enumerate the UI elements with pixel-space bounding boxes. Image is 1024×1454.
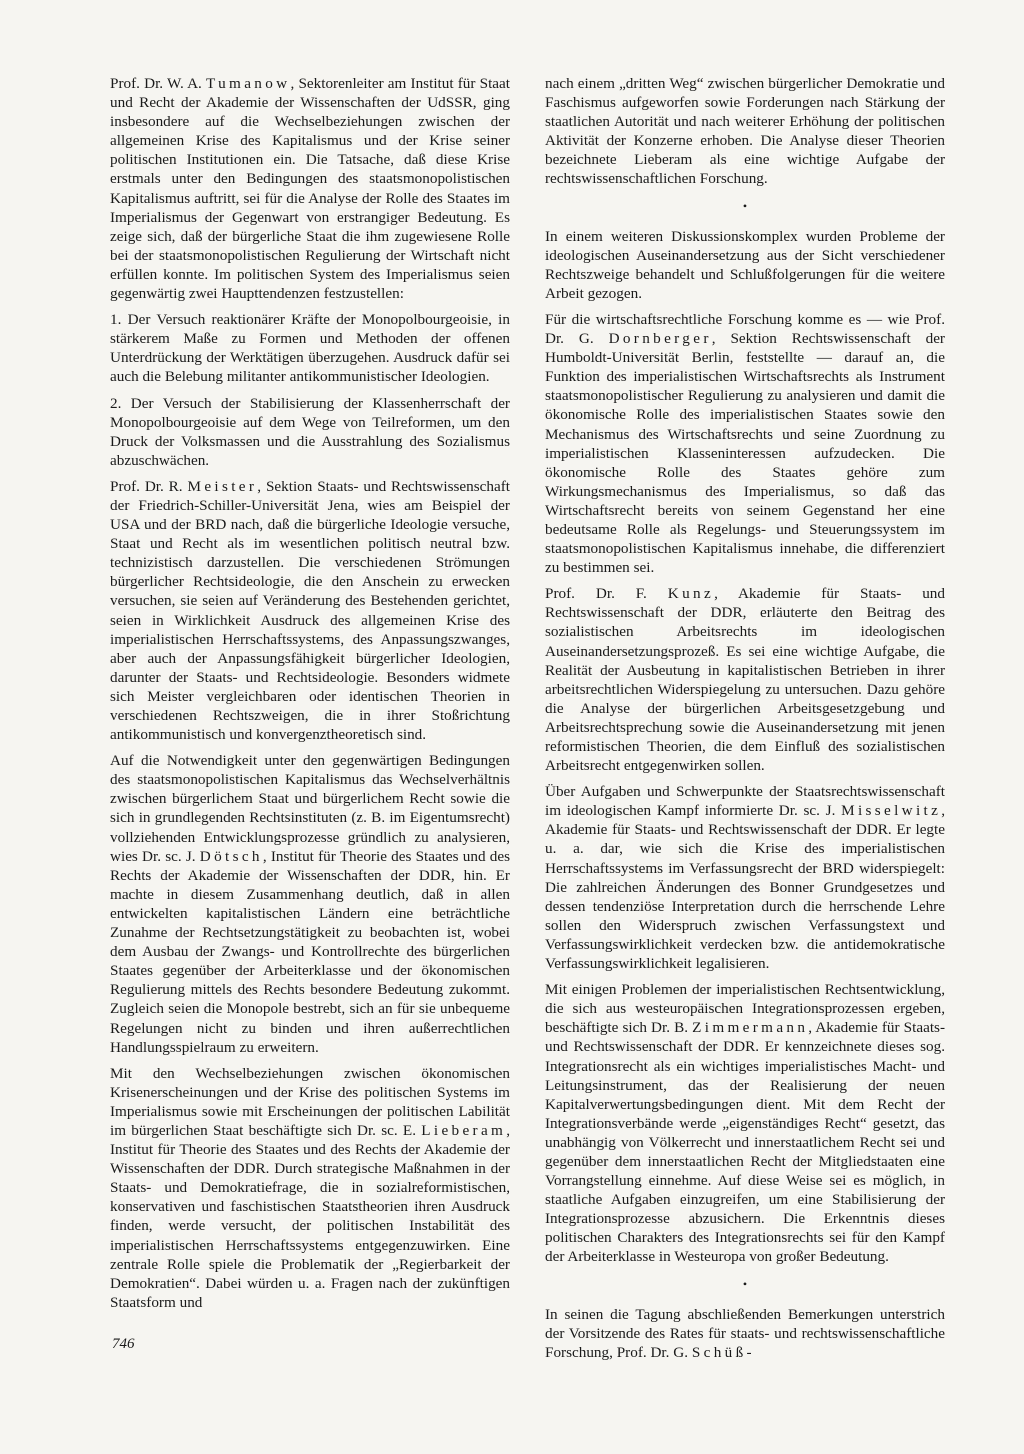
speaker-name: Dornberger bbox=[608, 330, 712, 348]
speaker-name: Meister bbox=[187, 477, 258, 495]
paragraph-kunz: Prof. Dr. F. Kunz, Akademie für Staats- und Rechtswissenschaft der DDR, erläuterte den Beitrag des sozialistischen Arbeitsrechts im ideologischen Auseinandersetzungsprozeß. Es sei eine wichtige Aufgabe, die Realität der Ausbeutung in kapitalistischen Betrieben in ihrer arbeitsrechtlichen Widerspiegelung zu untersuchen. Dazu gehöre die Analyse der bürgerlichen Arbeitsgesetzgebung und Arbeitsrechtsprechung sowie die Auseinandersetzung mit jenen reformistischen Theorien, die dem Einfluß des sozialistischen Arbeitsrecht entgegenwirken sollen. bbox=[545, 585, 945, 775]
speaker-name: Zimmermann bbox=[692, 1019, 809, 1037]
paragraph-misselwitz: Über Aufgaben und Schwerpunkte der Staatsrechtswissenschaft im ideologischen Kampf informierte Dr. sc. J. Misselwitz, Akademie für Staats- und Rechtswissenschaft der DDR. Er legte u. a. dar, wie sich die Krise des imperialistischen Herrschaftssystems im Verfassungsrecht der BRD widerspiegelt: Die zahlreichen Änderungen des Bonner Grundgesetzes und dessen tendenziöse Interpretation durch die herrschende Lehre sollen den Widerspruch zwischen Verfassungstext und Verfassungswirklichkeit verdecken bzw. die antidemokratische Verfassungswirklichkeit legalisieren. bbox=[545, 783, 945, 973]
section-separator: • bbox=[742, 1276, 748, 1291]
paragraph-lieberam: Mit den Wechselbeziehungen zwischen ökonomischen Krisenerscheinungen und der Krise des politischen Systems im Imperialismus sowie mit Erscheinungen der politischen Labilität im bürgerlichen Staat beschäftigte sich Dr. sc. E. Lieberam, Institut für Theorie des Staates und des Rechts der Akademie der Wissenschaften der DDR. Durch strategische Maßnahmen in der Staats- und Demokratiefrage, die in sozialreformistischen, konservativen und faschistischen Staatstheorien ihren Ausdruck finden, werde versucht, der politischen Instabilität des imperialistischen Herrschaftssystems entgegenzuwirken. Eine zentrale Rolle spiele die Problematik der „Regierbarkeit der Demokratien“. Dabei würden u. a. Fragen nach der zukünftigen Staatsform und bbox=[110, 1064, 510, 1311]
paragraph-tumanow: Prof. Dr. W. A. Tumanow, Sektorenleiter am Institut für Staat und Recht der Akademie der Wissenschaften der UdSSR, ging insbesondere auf die Wechselbeziehungen zwischen der allgemeinen Krise des Kapitalismus und der Krise seiner politischen Institutionen ein. Die Tatsache, daß diese Krise erstmals unter den Bedingungen des staatsmonopolistischen Kapitalismus auftritt, sei für die Analyse der Rolle des Staates im Imperialismus der Gegenwart von erstrangiger Bedeutung. Es zeige sich, daß der bürgerliche Staat die ihm zugewiesene Rolle bei der staatsmonopolistischen Regulierung der Wirtschaft nicht erfüllen konnte. Im politischen System des Imperialismus seien gegenwärtig zwei Haupttendenzen festzustellen: bbox=[110, 75, 510, 303]
paragraph-dornberger: Für die wirtschaftsrechtliche Forschung komme es — wie Prof. Dr. G. Dornberger, Sektion Rechtswissenschaft der Humboldt-Universität Berlin, feststellte — darauf an, die Funktion des imperialistischen Wirtschaftsrechts als Instrument staatsmonopolistischer Regulierung zu analysieren und damit die ökonomische Rolle des imperialistischen Staates sowie den Mechanismus des Wirtschaftsrechts und seine Zuordnung zu imperialistischen Klasseninteressen aufzudecken. Die ökonomische Rolle des Staates gehöre zum Wirkungsmechanismus des Imperialismus, so daß das Wirtschaftsrecht bereits von seinem Gegenstand her eine bedeutsame Rolle als Regelungs- und Steuerungssystem im staatsmonopolistischen Kapitalismus innehabe, die differenziert zu bestimmen sei. bbox=[545, 310, 945, 577]
speaker-name: Lieberam bbox=[421, 1121, 507, 1139]
paragraph-zimmermann: Mit einigen Problemen der imperialistischen Rechtsentwicklung, die sich aus westeuropäischen Integrationsprozessen ergeben, beschäftigte sich Dr. B. Zimmermann, Akademie für Staats- und Rechtswissenschaft der DDR. Er kennzeichnete dieses sog. Integrationsrecht als ein wichtiges imperialistisches Macht- und Leitungsinstrument, das der Realisierung der neuen Kapitalverwertungsbedingungen dient. Mit dem Recht der Integrationsverbände werde „eigenständiges Recht“ gesetzt, das unabhängig von Völkerrecht und innerstaatlichem Recht sei und gegenüber dem innerstaatlichen Recht der Mitgliedstaaten eine Vorrangstellung einnehme. Auf diese Weise sei es möglich, in staatliche Aufgaben einzugreifen, um eine Stabilisierung der Integrationsprozesse abzusichern. Die Erkenntnis dieses politischen Charakters des Integrationsrechts sei für den Kampf der Arbeiterklasse in Westeuropa von großer Bedeutung. bbox=[545, 981, 946, 1266]
list-item-2: 2. Der Versuch der Stabilisierung der Klassenherrschaft der Monopolbourgeoisie auf dem Wege von Teilreformen, um den Druck der Volksmassen und die Ausstrahlung des Sozialismus abzuschwächen. bbox=[110, 394, 510, 469]
speaker-name: Schüß- bbox=[691, 1343, 755, 1361]
speaker-name: Dötsch bbox=[199, 847, 263, 865]
speaker-name: Tumanow bbox=[206, 75, 291, 92]
paragraph-doetsch: Auf die Notwendigkeit unter den gegenwärtigen Bedingungen des staatsmonopolistischen Kapitalismus das Wechselverhältnis zwischen bürgerlichem Staat und bürgerlichem Recht sowie die sich in grundlegenden Rechtsinstituten (z. B. im Eigentumsrecht) vollziehenden Entwicklungsprozesse gründlich zu analysieren, wies Dr. sc. J. Dötsch, Institut für Theorie des Staates und des Rechts der Akademie der Wissenschaften der DDR, hin. Er machte in diesem Zusammenhang deutlich, daß in allen entwickelten kapitalistischen Ländern eine beträchtliche Zunahme der Rechtsetzungstätigkeit zu beobachten ist, wobei dem Ausbau der Zwangs- und Kontrollrechte des bürgerlichen Staates gegenüber der Arbeiterklasse und der ökonomischen Regulierung mittels des Rechts besondere Bedeutung zukommt. Zugleich seien die Monopole bestrebt, sich an für sie unbequeme Regelungen nicht zu binden und ihren außerrechtlichen Handlungsspielraum zu erweitern. bbox=[110, 752, 511, 1056]
left-column bbox=[110, 74, 510, 1319]
speaker-name: Misselwitz bbox=[841, 802, 942, 820]
paragraph-schluss: In seinen die Tagung abschließenden Bemerkungen unterstrich der Vorsitzende des Rates für staats- und rechtswissenschaftliche Forschung, Prof. Dr. G. Schüß- bbox=[545, 1305, 945, 1361]
speaker-name: Kunz bbox=[667, 585, 715, 603]
paragraph-diskussionskomplex: In einem weiteren Diskussionskomplex wurden Probleme der ideologischen Auseinandersetzung aus der Sicht verschiedener Rechtszweige behandelt und Schlußfolgerungen für die weitere Arbeit gezogen. bbox=[545, 227, 945, 302]
section-separator: • bbox=[742, 198, 748, 213]
paragraph-meister: Prof. Dr. R. Meister, Sektion Staats- und Rechtswissenschaft der Friedrich-Schiller-Universität Jena, wies am Beispiel der USA und der BRD nach, daß die bürgerliche Ideologie versuche, Staat und Recht als im wesentlichen politisch neutral bzw. technizistisch darzustellen. Die verschiedenen Strömungen bürgerlicher Rechtsideologie, die den Anschein zu erwecken versuchen, sie seien auf Veränderung des Bestehenden gerichtet, seien in Wirklichkeit Ausdruck des allgemeinen Krise des imperialistischen Herrschaftssystems, des Anpassungszwanges, aber auch der Anpassungsfähigkeit bürgerlicher Ideologien, darunter der Staats- und Rechtsideologie. Besonders widmete sich Meister vergleichbaren oder identischen Theorien in verschiedenen Rechtszweigen, die in ihrer Stoßrichtung antikommunistisch und konvergenztheoretisch sind. bbox=[110, 477, 510, 744]
right-column bbox=[545, 74, 945, 1369]
list-item-1: 1. Der Versuch reaktionärer Kräfte der Monopolbourgeoisie, in stärkerem Maße zu Formen und Methoden der offenen Unterdrückung der Werktätigen überzugehen. Ausdruck dafür sei auch die Belebung militanter antikommunistischer Ideologien. bbox=[110, 311, 510, 386]
paragraph-continuation: nach einem „dritten Weg“ zwischen bürgerlicher Demokratie und Faschismus aufgeworfen sowie Forderungen nach Stärkung der staatlichen Autorität und nach weiterer Erhöhung der politischen Aktivität der Konzerne erhoben. Die Analyse dieser Theorien bezeichnete Lieberam als eine wichtige Aufgabe der rechtswissenschaftlichen Forschung. bbox=[545, 75, 945, 188]
page-number: 746 bbox=[112, 1336, 135, 1352]
